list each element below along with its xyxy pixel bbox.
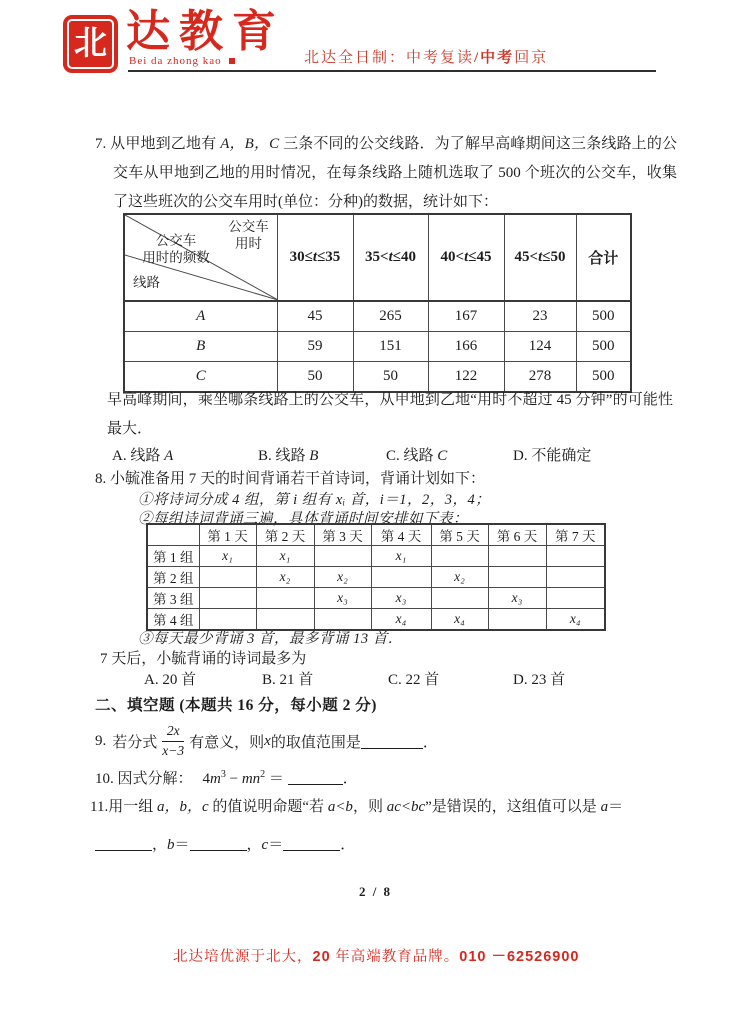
table-cell: 167 [428, 301, 504, 332]
x-value: x₄ [569, 611, 581, 626]
table-cell [256, 546, 314, 567]
table-cell [314, 546, 371, 567]
q8-step-3: ③每天最少背诵 3 首，最多背诵 13 首． [138, 631, 403, 647]
x-value: x₃ [511, 590, 523, 605]
row-label [124, 332, 277, 362]
q11-comma-2: ， [246, 837, 262, 853]
table-cell [488, 588, 546, 609]
q8-day-header: 第 1 天 [199, 524, 256, 546]
q8-option-a: A. 20 首 [144, 672, 197, 688]
footer-years: 20 [312, 949, 331, 965]
q8-day-header: 第 5 天 [431, 524, 488, 546]
group-label: 第 3 组 [147, 588, 199, 609]
brand-seal-inner [67, 19, 114, 69]
table-cell [431, 588, 488, 609]
route-name: C [195, 368, 206, 384]
table-cell: 500 [576, 301, 631, 332]
q7-table-row-A [124, 301, 631, 332]
fraction-numerator: 2x [162, 723, 184, 742]
table-cell: 50 [353, 362, 428, 393]
table-cell [488, 567, 546, 588]
option-var: A [164, 448, 174, 464]
range-pre: 35< [365, 249, 389, 265]
table-cell [314, 567, 371, 588]
question-11-line-1 [90, 795, 670, 816]
header-slogan [304, 46, 548, 67]
corner-label-bus-time [223, 218, 275, 252]
range-pre: 45< [514, 249, 539, 265]
q7-col-header [428, 214, 504, 301]
x-value: x₃ [395, 590, 407, 605]
q11-blank-a [95, 836, 152, 851]
q8-step-2: ②每组诗词背诵三遍，具体背诵时间安排如下表： [138, 511, 468, 527]
table-cell [488, 609, 546, 631]
q7-table-corner-cell [124, 214, 277, 301]
row-label [124, 301, 277, 332]
q9-period: ． [422, 734, 438, 751]
option-label: C. 线路 [386, 448, 438, 464]
option-label: D. 不能确定 [513, 448, 592, 464]
corner-freq-line2: 用时的频数 [142, 250, 210, 265]
q11-blank-b [190, 836, 247, 851]
route-name: B [196, 338, 206, 354]
q11-var-a: a [600, 799, 609, 815]
t-variable: t [312, 249, 318, 265]
corner-time-line2: 用时 [235, 236, 262, 251]
t-variable: t [464, 249, 469, 265]
slogan-pre: 北达全日制：中考复读 [304, 50, 475, 66]
q10-exp-2: 2 [260, 769, 266, 780]
q7-option-c [386, 444, 447, 465]
table-cell [371, 567, 431, 588]
question-7-text [95, 130, 677, 217]
q8-day-header: 第 2 天 [256, 524, 314, 546]
x-value: x₂ [279, 569, 291, 584]
q11-blank-c [283, 836, 340, 851]
option-label: B. 线路 [258, 448, 310, 464]
q7-col-header [353, 214, 428, 301]
brand-subtitle-text: Bei da zhong kao [129, 55, 222, 67]
table-cell: 45 [277, 301, 353, 332]
corner-label-frequency [129, 232, 223, 266]
q10-coef: 4 [202, 771, 211, 787]
group-label: 第 1 组 [147, 546, 199, 567]
q10-var-2: mn [241, 771, 261, 787]
table-cell [314, 588, 371, 609]
q8-step-1: ①将诗词分成 4 组，第 i 组有 xᵢ 首，i＝1，2，3，4； [138, 492, 491, 508]
q11-text-3: ，则 [352, 799, 387, 815]
x-value: x₂ [337, 569, 348, 584]
q7-intro-pre: 从甲地到乙地有 [110, 136, 221, 152]
q8-intro: 小毓准备用 7 天的时间背诵若干首诗词，背诵计划如下： [110, 471, 486, 487]
footer-phone: 010 －62526900 [459, 949, 580, 965]
question-10 [95, 767, 358, 788]
q9-fraction [162, 723, 184, 760]
q11-text-4: ”是错误的，这组值可以是 [425, 799, 601, 815]
question-7-number: 7. [95, 136, 107, 152]
q11-hypothesis: a<b [327, 799, 353, 815]
page-number: 2 / 8 [358, 884, 393, 899]
q10-minus: − [225, 771, 242, 787]
table-cell [256, 588, 314, 609]
q7-col-header [277, 214, 353, 301]
q10-label: 因式分解： [117, 771, 193, 787]
table-cell [371, 546, 431, 567]
question-11-number: 11. [90, 799, 109, 815]
slogan-post: 回京 [514, 50, 549, 66]
q8-day-header: 第 7 天 [546, 524, 605, 546]
range-pre: 40< [440, 249, 465, 265]
q11-text-1: 用一组 [108, 799, 157, 815]
q8-corner-empty-cell [147, 524, 199, 546]
q8-schedule-table [146, 523, 606, 631]
x-value: x₄ [395, 611, 407, 626]
table-cell: 265 [353, 301, 428, 332]
q11-var-c: c [261, 837, 269, 853]
q11-comma-1: ， [152, 837, 168, 853]
q8-option-c: C. 22 首 [388, 672, 440, 688]
corner-time-line1: 公交车 [228, 219, 269, 234]
question-8-number: 8. [95, 471, 107, 487]
q8-table-row-group2 [147, 567, 605, 588]
q9-variable: x [264, 732, 271, 749]
table-cell [371, 588, 431, 609]
q10-exp-1: 3 [220, 769, 226, 780]
range-pre: 30≤ [289, 249, 313, 265]
table-cell [199, 588, 256, 609]
x-value: x₃ [337, 590, 348, 605]
q8-option-b: B. 21 首 [262, 672, 314, 688]
corner-freq-line1: 公交车 [155, 233, 197, 248]
q10-period: ． [342, 771, 358, 787]
table-cell: 166 [428, 332, 504, 362]
table-cell: 500 [576, 362, 631, 393]
table-cell [431, 567, 488, 588]
q10-equals: ＝ [265, 771, 284, 787]
brand-bullet-icon [229, 58, 235, 64]
q8-after-text: 7 天后，小毓背诵的诗词最多为 [100, 651, 307, 667]
header-divider [128, 70, 656, 72]
q11-equals-b: ＝ [174, 837, 190, 853]
q11-period: ． [340, 837, 356, 853]
fraction-denominator: x−3 [162, 742, 185, 758]
q7-table-header-row [124, 214, 631, 301]
slogan-bold: /中考 [474, 50, 515, 66]
question-11-line-2 [95, 833, 355, 854]
table-cell [199, 546, 256, 567]
q7-question-text: 早高峰期间，乘坐哪条线路上的公交车，从甲地到乙地“用时不超过 45 分钟”的可能性最大． [107, 392, 673, 437]
t-variable: t [388, 249, 393, 265]
t-variable: t [538, 249, 543, 265]
q8-day-header: 第 4 天 [371, 524, 431, 546]
brand-seal-logo-icon [63, 15, 118, 73]
footer-text-1: 北达培优源于北大， [173, 949, 313, 965]
q10-answer-blank [288, 770, 343, 785]
x-value: x₁ [279, 548, 291, 563]
table-cell [431, 546, 488, 567]
x-value: x₄ [454, 611, 465, 626]
q9-text-2: 有意义，则 [189, 734, 265, 751]
question-9-number: 9. [95, 732, 107, 749]
option-label: A. 线路 [112, 448, 165, 464]
table-cell: 124 [504, 332, 576, 362]
q11-equals: ＝ [608, 799, 624, 815]
section-2-heading: 二、填空题 (本题共 16 分，每小题 2 分) [95, 697, 377, 714]
brand-seal-char: 北 [74, 25, 107, 62]
table-cell [546, 609, 605, 631]
table-cell [488, 546, 546, 567]
table-cell: 23 [504, 301, 576, 332]
q7-table-row-B [124, 332, 631, 362]
q8-option-d: D. 23 首 [513, 672, 566, 688]
q8-table-header-row [147, 524, 605, 546]
route-name: A [196, 308, 206, 324]
group-label: 第 4 组 [147, 609, 199, 631]
q7-option-d [513, 444, 591, 465]
q8-table-row-group1 [147, 546, 605, 567]
range-post: ≤50 [542, 249, 566, 265]
table-cell [256, 567, 314, 588]
x-value: x₁ [222, 548, 233, 563]
table-cell [199, 567, 256, 588]
range-post: ≤40 [392, 249, 416, 265]
q11-vars: a，b，c [156, 799, 209, 815]
corner-label-route: 线路 [133, 275, 160, 290]
option-var: B [309, 448, 319, 464]
q8-day-header: 第 6 天 [488, 524, 546, 546]
q11-conclusion: ac<bc [386, 799, 426, 815]
question-9 [95, 719, 438, 763]
table-cell: 278 [504, 362, 576, 393]
q9-answer-blank [361, 734, 423, 749]
brand-subtitle [129, 55, 235, 67]
q9-text-3: 的取值范围是 [270, 734, 361, 751]
q11-var-b: b [167, 837, 175, 853]
table-cell: 59 [277, 332, 353, 362]
q8-table-row-group3 [147, 588, 605, 609]
table-cell [546, 588, 605, 609]
table-cell: 500 [576, 332, 631, 362]
group-label: 第 2 组 [147, 567, 199, 588]
q7-option-b [258, 444, 318, 465]
footer-slogan [173, 945, 580, 966]
table-cell: 50 [277, 362, 353, 393]
table-cell [546, 546, 605, 567]
q7-intro-post: 三条不同的公交线路．为了解早高峰期间这三条线路上的公交车从甲地到乙地的用时情况，在每条线路上随机选取了 500 个班次的公交车，收集了这些班次的公交车用时(单位：分种)的数据，统计如下： [113, 136, 677, 210]
q8-options-row [0, 668, 751, 692]
table-cell [546, 567, 605, 588]
x-value: x₂ [454, 569, 465, 584]
table-cell: 151 [353, 332, 428, 362]
q8-day-header: 第 3 天 [314, 524, 371, 546]
table-cell: 122 [428, 362, 504, 393]
q10-var-1: m [210, 771, 221, 787]
q7-col-header [504, 214, 576, 301]
option-var: C [437, 448, 448, 464]
q11-equals-c: ＝ [268, 837, 284, 853]
q9-text-1: 若分式 [112, 734, 158, 751]
brand-name: 达教育 [126, 7, 285, 56]
footer-text-2: 年高端教育品牌。 [330, 949, 460, 965]
q7-col-header-total: 合计 [576, 214, 631, 301]
table-cell [431, 609, 488, 631]
q7-frequency-table [123, 213, 632, 393]
range-post: ≤35 [317, 249, 341, 265]
q11-text-2: 的值说明命题“若 [208, 799, 328, 815]
q7-option-a [112, 444, 173, 465]
range-post: ≤45 [468, 249, 492, 265]
question-10-number: 10. [95, 771, 114, 787]
q7-intro-vars: A，B，C [220, 136, 280, 152]
x-value: x₁ [395, 548, 407, 563]
